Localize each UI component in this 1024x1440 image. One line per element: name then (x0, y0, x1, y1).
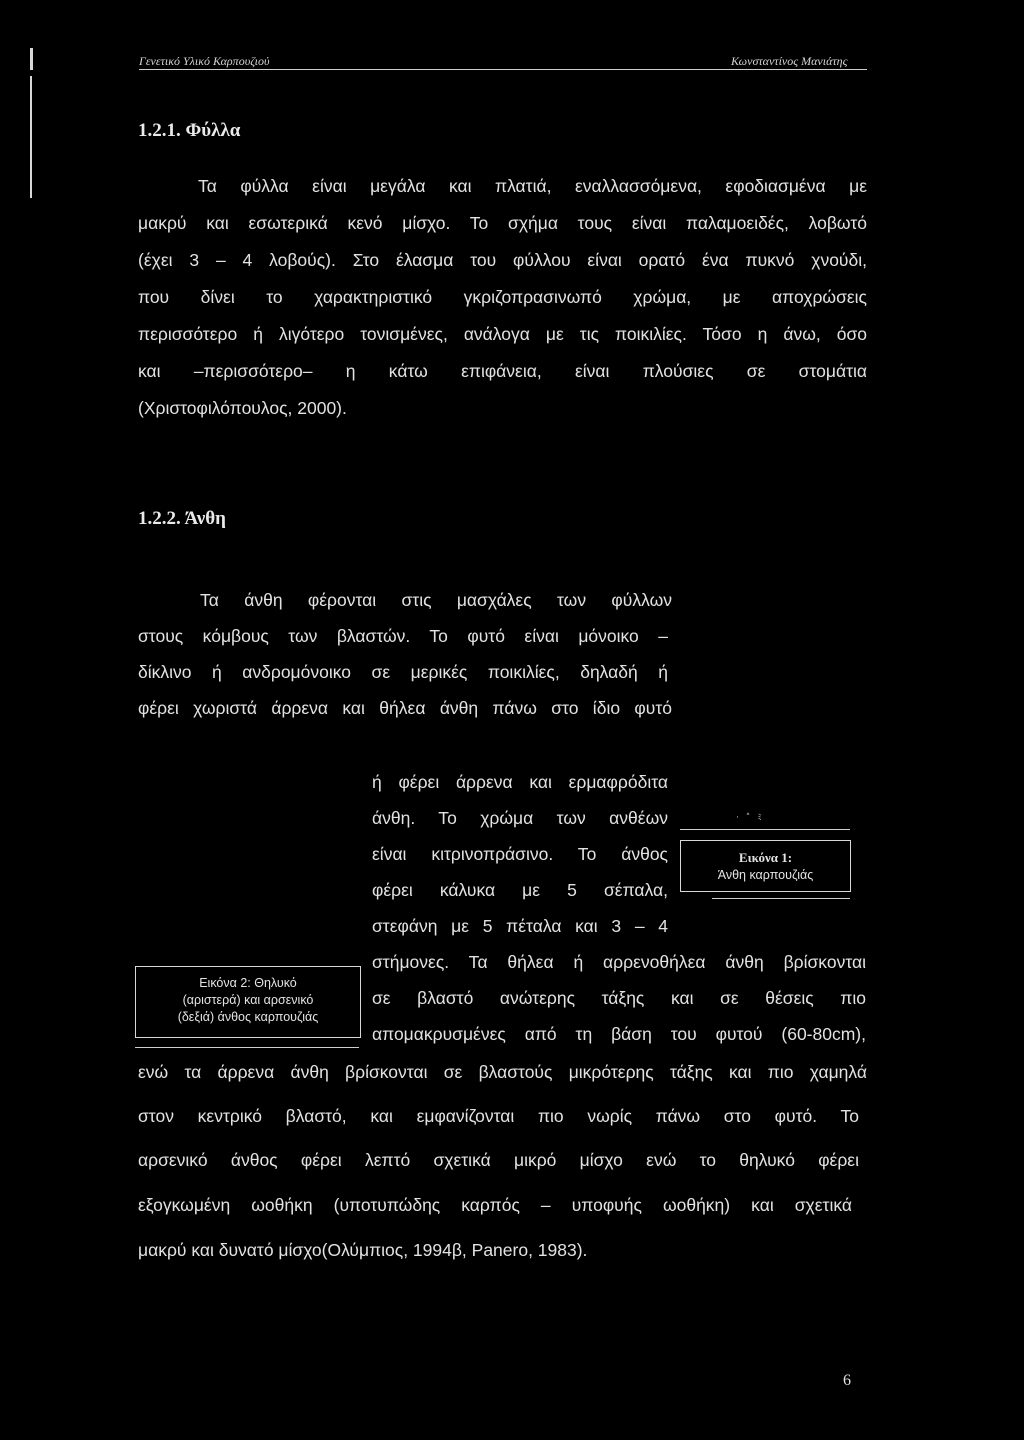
text-line: μακρύ και δυνατό μίσχο(Ολύμπιος, 1994β, Panero, 1983). (138, 1240, 588, 1260)
figure1-image-remnant: · ˄ ﾐ (736, 813, 764, 823)
text-line: αρσενικό άνθος φέρει λεπτό σχετικά μικρό μίσχο ενώ το θηλυκό φέρει (138, 1150, 859, 1170)
margin-rule-top (30, 48, 33, 70)
text-line: δίκλινο ή ανδρομόνοικο σε μερικές ποικιλίες, δηλαδή ή (138, 662, 668, 682)
header-right: Κωνσταντίνος Μανιάτης (731, 54, 848, 68)
text-line: απομακρυσμένες από τη βάση του φυτού (60-80cm), (372, 1024, 866, 1044)
text-line: άνθη. Το χρώμα των ανθέων (372, 808, 668, 828)
text-line: περισσότερο ή λιγότερο τονισμένες, ανάλογα με τις ποικιλίες. Τόσο η άνω, όσο (138, 324, 867, 344)
text-line: στους κόμβους των βλαστών. Το φυτό είναι μόνοικο – (138, 626, 668, 646)
section-heading-leaves: 1.2.1. Φύλλα (138, 120, 241, 141)
text-line: και –περισσότερο– η κάτω επιφάνεια, είναι πλούσιες σε στομάτια (138, 361, 867, 381)
text-line: Τα φύλλα είναι μεγάλα και πλατιά, εναλλασσόμενα, εφοδιασμένα με (198, 176, 867, 196)
margin-rule-main (30, 76, 32, 198)
section-heading-flowers: 1.2.2. Άνθη (138, 508, 226, 529)
figure2-caption-line2: (αριστερά) και αρσενικό (182, 993, 314, 1007)
figure1-rule-bottom (712, 898, 850, 899)
text-line: ενώ τα άρρενα άνθη βρίσκονται σε βλαστούς μικρότερης τάξης και πιο χαμηλά (138, 1062, 867, 1082)
text-line: (Χριστοφιλόπουλος, 2000). (138, 398, 347, 418)
figure2-caption (136, 967, 360, 1026)
header-rule (139, 69, 867, 70)
text-line: που δίνει το χαρακτηριστικό γκριζοπρασινωπό χρώμα, με αποχρώσεις (138, 287, 867, 307)
text-line: φέρει χωριστά άρρενα και θήλεα άνθη πάνω στο ίδιο φυτό (138, 698, 672, 718)
figure1-rule-top (680, 829, 850, 830)
header-left: Γενετικό Υλικό Καρπουζιού (139, 54, 270, 68)
text-line: σε βλαστό ανώτερης τάξης και σε θέσεις πιο (372, 988, 866, 1008)
figure1-caption-box (680, 840, 851, 892)
text-line: (έχει 3 – 4 λοβούς). Στο έλασμα του φύλλου είναι ορατό ένα πυκνό χνούδι, (138, 250, 867, 270)
figure1-title: Εικόνα 1: (738, 850, 793, 865)
figure2-caption-box (135, 966, 361, 1038)
text-line: στήμονες. Τα θήλεα ή αρρενοθήλεα άνθη βρίσκονται (372, 952, 866, 972)
figure2-title: Εικόνα 2: (199, 976, 251, 990)
figure1-caption-text: Άνθη καρπουζιάς (717, 868, 814, 882)
figure2-caption-line1: Θηλυκό (254, 976, 297, 990)
text-line: είναι κιτρινοπράσινο. Το άνθος (372, 844, 668, 864)
text-line: Τα άνθη φέρονται στις μασχάλες των φύλλων (200, 590, 672, 610)
figure1-caption (681, 841, 850, 884)
text-line: φέρει κάλυκα με 5 σέπαλα, (372, 880, 668, 900)
text-line: ή φέρει άρρενα και ερμαφρόδιτα (372, 772, 668, 792)
text-line: στεφάνη με 5 πέταλα και 3 – 4 (372, 916, 668, 936)
figure2-caption-line3: (δεξιά) άνθος καρπουζιάς (177, 1010, 319, 1024)
text-line: μακρύ και εσωτερικά κενό μίσχο. Το σχήμα τους είναι παλαμοειδές, λοβωτό (138, 213, 867, 233)
figure2-rule-bottom (135, 1047, 359, 1048)
text-line: εξογκωμένη ωοθήκη (υποτυπώδης καρπός – υποφυής ωοθήκη) και σχετικά (138, 1195, 852, 1215)
page-number: 6 (843, 1372, 851, 1389)
text-line: στον κεντρικό βλαστό, και εμφανίζονται πιο νωρίς πάνω στο φυτό. Το (138, 1106, 859, 1126)
